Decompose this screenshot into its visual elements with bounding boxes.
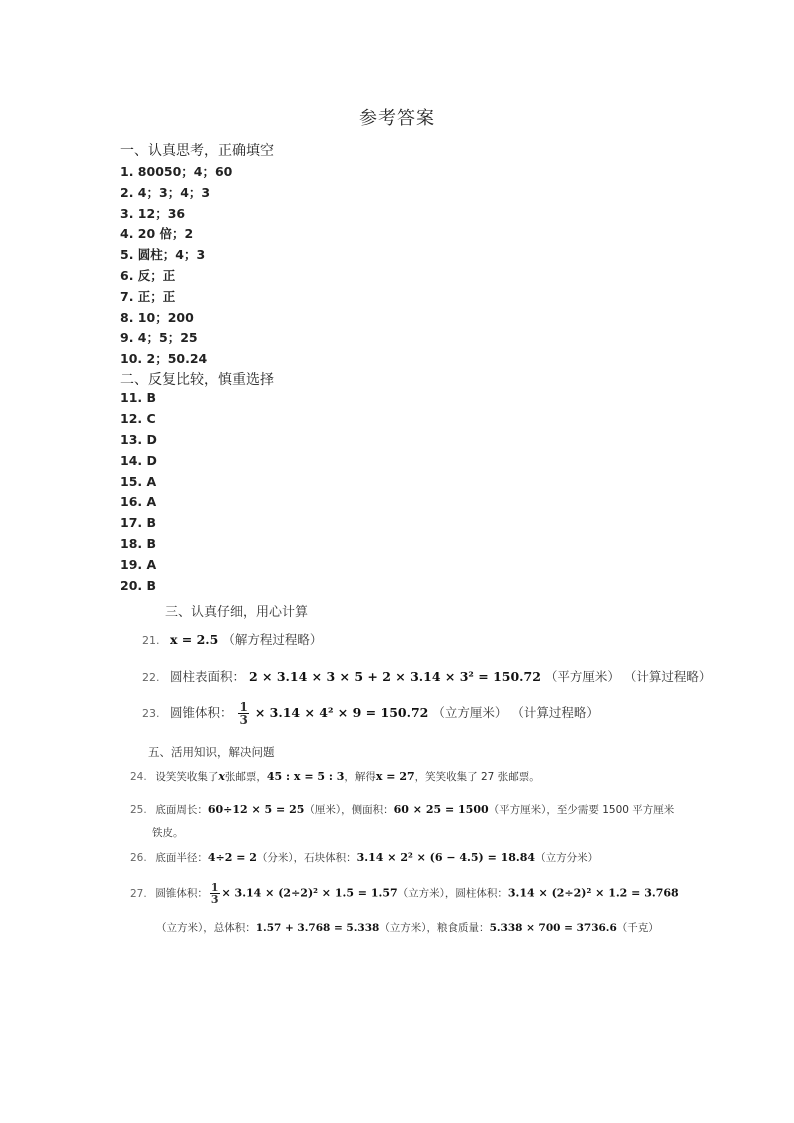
unit: （立方厘米） bbox=[432, 705, 508, 720]
answer-27-continued bbox=[156, 920, 659, 935]
text: ，笑笑收集了 27 张邮票。 bbox=[414, 771, 540, 783]
section2-heading: 二、反复比较，慎重选择 bbox=[120, 372, 274, 388]
text: 张邮票， bbox=[224, 771, 267, 783]
answer-3: 3. 12；36 bbox=[120, 206, 186, 221]
math-expression: 3.14 × 2² × (6 − 4.5) = 18.84 bbox=[356, 851, 536, 864]
note: （计算过程略） bbox=[511, 705, 599, 720]
text: ，解得 bbox=[344, 771, 376, 783]
page-title: 参考答案 bbox=[359, 108, 435, 129]
answer-14: 14. D bbox=[120, 453, 157, 468]
section3-heading: 三、认真仔细，用心计算 bbox=[165, 605, 309, 620]
question-number: 25. bbox=[130, 804, 147, 816]
math-expression: × 3.14 × (2÷2)² × 1.5 = 1.57 bbox=[221, 886, 398, 900]
label: 圆柱表面积： bbox=[169, 669, 245, 684]
unit: （平方厘米） bbox=[544, 669, 620, 684]
answer-6: 6. 反；正 bbox=[120, 268, 176, 283]
math-expression: 45 : x = 5 : 3 bbox=[266, 770, 345, 783]
answer-19: 19. A bbox=[120, 557, 157, 572]
question-number: 27. bbox=[130, 887, 147, 900]
answer-20: 20. B bbox=[120, 578, 157, 593]
answer-24 bbox=[130, 769, 540, 784]
answer-15: 15. A bbox=[120, 474, 157, 489]
answer-1: 1. 80050；4；60 bbox=[120, 164, 233, 179]
text: （平方厘米），至少需要 1500 平方厘米 bbox=[488, 804, 675, 816]
section1-heading: 一、认真思考，正确填空 bbox=[120, 143, 274, 159]
fraction bbox=[210, 882, 220, 905]
answer-25 bbox=[130, 802, 674, 817]
text: （千克） bbox=[616, 922, 659, 934]
math-expression: 4÷2 = 2 bbox=[207, 851, 257, 864]
question-number: 21. bbox=[142, 634, 160, 647]
answer-2: 2. 4；3；4；3 bbox=[120, 185, 211, 200]
note: （解方程过程略） bbox=[222, 632, 323, 647]
math-expression: 2 × 3.14 × 3 × 5 + 2 × 3.14 × 3² = 150.72 bbox=[248, 669, 541, 684]
answer-5: 5. 圆柱；4；3 bbox=[120, 247, 206, 262]
fraction-numerator: 1 bbox=[210, 881, 219, 894]
math-expression: 3.14 × (2÷2)² × 1.2 = 3.768 bbox=[507, 886, 679, 900]
math-expression: 1.57 + 3.768 = 5.338 bbox=[255, 922, 380, 934]
text: （分米），石块体积： bbox=[256, 852, 357, 864]
text: （立方米），粮食质量： bbox=[379, 922, 490, 934]
fraction-denominator: 3 bbox=[210, 893, 219, 906]
text: 底面周长： bbox=[155, 804, 208, 816]
question-number: 23. bbox=[142, 707, 160, 720]
answer-16: 16. A bbox=[120, 494, 157, 509]
answer-11: 11. B bbox=[120, 390, 157, 405]
text: （立方分米） bbox=[535, 852, 599, 864]
answer-23 bbox=[142, 701, 599, 726]
answer-18: 18. B bbox=[120, 536, 157, 551]
answer-26 bbox=[130, 850, 598, 865]
fraction-denominator: 3 bbox=[239, 713, 248, 727]
question-number: 22. bbox=[142, 671, 160, 684]
answer-8: 8. 10；200 bbox=[120, 310, 194, 325]
math-expression: 5.338 × 700 = 3736.6 bbox=[489, 922, 617, 934]
answer-9: 9. 4；5；25 bbox=[120, 330, 198, 345]
text: （厘米），侧面积： bbox=[304, 804, 394, 816]
answer-17: 17. B bbox=[120, 515, 157, 530]
answer-12: 12. C bbox=[120, 411, 156, 426]
answer-22 bbox=[142, 667, 711, 685]
math-expression: × 3.14 × 4² × 9 = 150.72 bbox=[254, 705, 429, 720]
answer-10: 10. 2；50.24 bbox=[120, 351, 208, 366]
math-variable: x bbox=[218, 770, 225, 783]
answer-27 bbox=[130, 882, 679, 905]
text: 底面半径： bbox=[155, 852, 208, 864]
text: （立方米），总体积： bbox=[156, 922, 256, 934]
answer-21 bbox=[142, 630, 322, 648]
text: （立方米），圆柱体积： bbox=[397, 887, 508, 900]
question-number: 24. bbox=[130, 771, 147, 783]
text: 圆锥体积： bbox=[155, 887, 208, 900]
answer-4: 4. 20 倍；2 bbox=[120, 226, 194, 241]
question-number: 26. bbox=[130, 852, 147, 864]
fraction bbox=[238, 701, 248, 726]
note: （计算过程略） bbox=[623, 669, 712, 684]
math-expression: 60 × 25 = 1500 bbox=[393, 803, 489, 816]
label: 圆锥体积： bbox=[169, 705, 233, 720]
section5-heading: 五、活用知识，解决问题 bbox=[148, 745, 275, 759]
answer-25-continued: 铁皮。 bbox=[152, 827, 184, 839]
math-expression: x = 2.5 bbox=[169, 632, 219, 647]
answer-7: 7. 正；正 bbox=[120, 289, 176, 304]
math-expression: 60÷12 × 5 = 25 bbox=[207, 803, 305, 816]
answer-13: 13. D bbox=[120, 432, 157, 447]
math-expression: x = 27 bbox=[375, 770, 415, 783]
fraction-numerator: 1 bbox=[239, 700, 248, 714]
text: 设笑笑收集了 bbox=[155, 771, 219, 783]
